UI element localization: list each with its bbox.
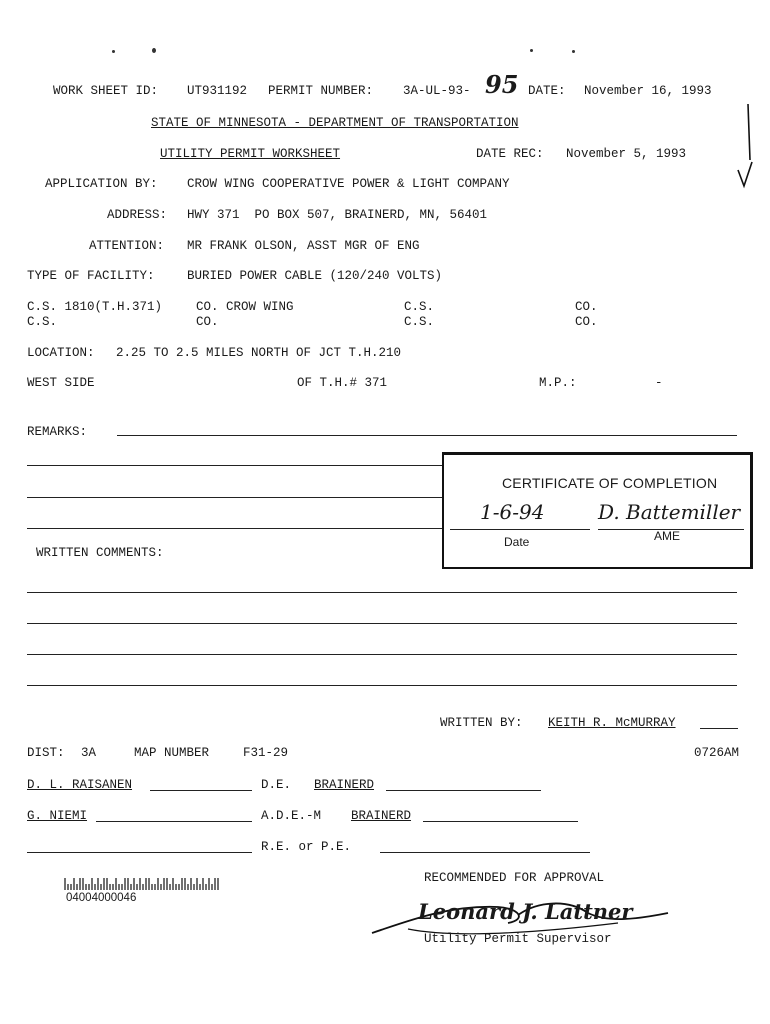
application-by: CROW WING COOPERATIVE POWER & LIGHT COMPANY xyxy=(187,177,510,191)
county-2: CO. xyxy=(575,300,598,314)
district-label: DIST: xyxy=(27,746,65,760)
attention-label: ATTENTION: xyxy=(89,239,165,253)
remarks-line xyxy=(27,497,442,498)
worksheet-id: UT931192 xyxy=(187,84,248,98)
certificate-date-label: Date xyxy=(504,535,530,549)
comments-line xyxy=(27,623,737,624)
certificate-role-label: AME xyxy=(654,529,681,543)
supervisor-signature: Leonard J. Lattner xyxy=(418,899,633,924)
date-label: DATE: xyxy=(528,84,566,98)
district-engineer-label: D.E. xyxy=(261,778,292,792)
control-section-1: C.S. 1810(T.H.371) xyxy=(27,300,163,314)
certificate-date-handwritten: 1-6-94 xyxy=(480,500,545,524)
location: 2.25 TO 2.5 MILES NORTH OF JCT T.H.210 xyxy=(116,346,402,360)
address-label: ADDRESS: xyxy=(107,208,168,222)
scan-speck xyxy=(572,50,575,53)
permit-number-label: PERMIT NUMBER: xyxy=(268,84,374,98)
map-number-label: MAP NUMBER xyxy=(134,746,210,760)
county-4: CO. xyxy=(575,315,598,329)
assistant-district-engineer-label: A.D.E.-M xyxy=(261,809,322,823)
side: WEST SIDE xyxy=(27,376,95,390)
date-rec-label: DATE REC: xyxy=(476,147,544,161)
certificate-title: CERTIFICATE OF COMPLETION xyxy=(502,475,718,491)
resident-engineer-name-line xyxy=(27,852,252,853)
district-engineer-name: D. L. RAISANEN xyxy=(27,778,133,792)
scan-speck xyxy=(112,50,115,53)
of-trunk-highway: OF T.H.# 371 xyxy=(297,376,388,390)
recommended-for-approval: RECOMMENDED FOR APPROVAL xyxy=(424,871,605,885)
barcode-icon xyxy=(64,878,220,890)
certificate-signature: D. Battemiller xyxy=(598,500,741,524)
assistant-district-engineer-line xyxy=(96,821,252,822)
county-3: CO. xyxy=(196,315,219,329)
mile-post-label: M.P.: xyxy=(539,376,577,390)
assistant-district-engineer-location: BRAINERD xyxy=(351,809,412,823)
control-section-3: C.S. xyxy=(27,315,58,329)
attention: MR FRANK OLSON, ASST MGR OF ENG xyxy=(187,239,420,253)
scan-speck xyxy=(530,49,533,52)
remarks-line xyxy=(27,528,442,529)
permit-number-prefix: 3A-UL-93- xyxy=(403,84,471,98)
facility-label: TYPE OF FACILITY: xyxy=(27,269,155,283)
assistant-district-engineer-location-line xyxy=(423,821,578,822)
written-by-line xyxy=(700,728,738,729)
check-mark-icon xyxy=(734,100,756,192)
mile-post-value: - xyxy=(655,376,663,390)
certificate-of-completion-stamp xyxy=(442,452,753,569)
written-by-name: KEITH R. McMURRAY xyxy=(548,716,676,730)
district: 3A xyxy=(81,746,97,760)
remarks-line xyxy=(27,465,442,466)
permit-number-handwritten: 95 xyxy=(485,70,519,99)
district-engineer-location-line xyxy=(386,790,541,791)
assistant-district-engineer-name: G. NIEMI xyxy=(27,809,88,823)
date-rec: November 5, 1993 xyxy=(566,147,687,161)
scan-speck xyxy=(152,48,156,53)
resident-engineer-label: R.E. or P.E. xyxy=(261,840,352,854)
district-engineer-location: BRAINERD xyxy=(314,778,375,792)
barcode-number: 04004000046 xyxy=(66,892,137,904)
control-section-2: C.S. xyxy=(404,300,435,314)
comments-line xyxy=(27,685,737,686)
facility: BURIED POWER CABLE (120/240 VOLTS) xyxy=(187,269,443,283)
written-by-label: WRITTEN BY: xyxy=(440,716,523,730)
document-code: 0726AM xyxy=(694,746,740,760)
control-section-4: C.S. xyxy=(404,315,435,329)
comments-line xyxy=(27,592,737,593)
remarks-label: REMARKS: xyxy=(27,425,88,439)
application-by-label: APPLICATION BY: xyxy=(45,177,158,191)
supervisor-title: Utility Permit Supervisor xyxy=(424,932,612,946)
address: HWY 371 PO BOX 507, BRAINERD, MN, 56401 xyxy=(187,208,488,222)
worksheet-date: November 16, 1993 xyxy=(584,84,712,98)
county-1: CO. CROW WING xyxy=(196,300,294,314)
remarks-line xyxy=(117,435,737,436)
agency-title: STATE OF MINNESOTA - DEPARTMENT OF TRANSPORTATION xyxy=(151,116,519,130)
worksheet-id-label: WORK SHEET ID: xyxy=(53,84,159,98)
written-comments-label: WRITTEN COMMENTS: xyxy=(36,546,164,560)
certificate-date-line xyxy=(450,529,590,530)
resident-engineer-line xyxy=(380,852,590,853)
comments-line xyxy=(27,654,737,655)
map-number: F31-29 xyxy=(243,746,289,760)
form-title: UTILITY PERMIT WORKSHEET xyxy=(160,147,341,161)
district-engineer-line xyxy=(150,790,252,791)
location-label: LOCATION: xyxy=(27,346,95,360)
